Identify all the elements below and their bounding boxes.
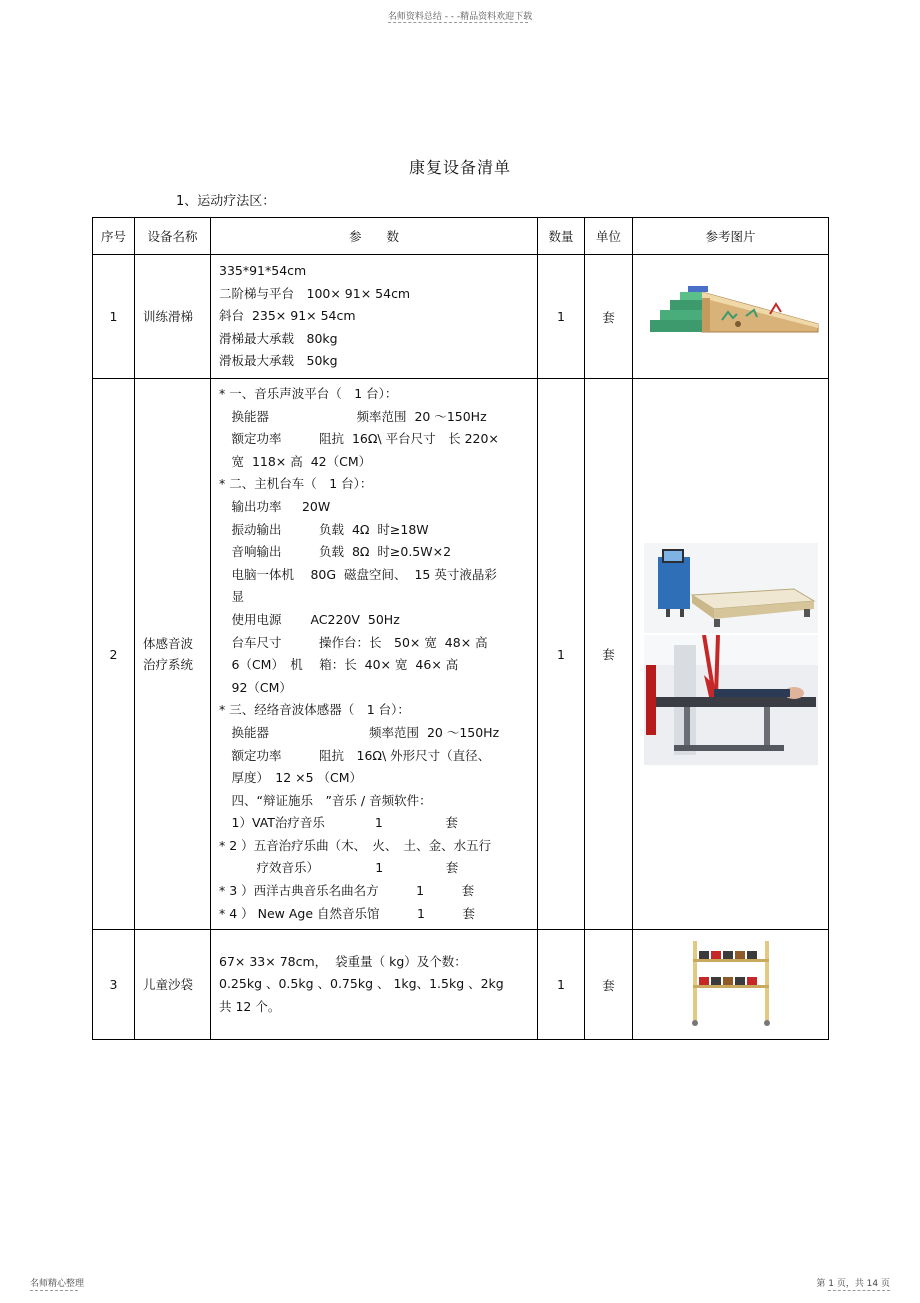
param-line: 振动输出 负载 4Ω 时≥18W [219, 521, 429, 537]
row-name-line: 治疗系统 [143, 657, 194, 673]
row-qty: 1 [538, 930, 585, 1040]
row-name-line: 训练滑梯 [143, 309, 194, 324]
param-line: 台车尺寸 操作台：长 50× 宽 48× 高 [219, 634, 488, 650]
param-line: 音响输出 负载 8Ω 时≥0.5W×2 [219, 544, 452, 560]
row-qty: 1 [538, 255, 585, 379]
param-line: 335*91*54cm [219, 263, 307, 279]
row-image-cell [633, 930, 829, 1040]
row-name [135, 930, 211, 1040]
row-params [211, 930, 538, 1040]
footer-page-number: 第 1 页，共 14 页 [816, 1279, 890, 1289]
param-list [219, 951, 537, 1019]
param-list [219, 260, 537, 373]
param-line: * 一、音乐声波平台（ 1 台）： [219, 386, 398, 401]
param-line: 厚度） 12 ×5 （CM） [219, 770, 363, 786]
param-line: 共 12 个。 [219, 999, 281, 1015]
row-params [211, 379, 538, 930]
param-line: 0.25kg 、0.5kg 、0.75kg 、 1kg、1.5kg 、2kg [219, 976, 504, 992]
row-qty: 1 [538, 379, 585, 930]
header-unit: 单位 [585, 218, 633, 255]
param-line: 宽 118× 高 42（CM） [219, 453, 372, 469]
section-heading: 1、运动疗法区： [176, 194, 276, 209]
footer-divider-left [30, 1290, 78, 1291]
equipment-table [92, 217, 829, 1040]
param-line: 疗效音乐） 1 套 [219, 860, 459, 876]
header-qty: 数量 [538, 218, 585, 255]
header-divider [388, 22, 528, 23]
header-name: 设备名称 [135, 218, 211, 255]
row-no: 3 [93, 930, 135, 1040]
row-name-line: 儿童沙袋 [143, 977, 194, 993]
param-line: 滑板最大承载 50kg [219, 353, 338, 369]
row-name-line: 体感音波 [143, 636, 194, 652]
page-header-note: 名师资料总结 - - -精品资料欢迎下载 [387, 12, 533, 22]
param-line: 67× 33× 78cm， 袋重量（ kg）及个数： [219, 953, 467, 969]
table-row [93, 930, 829, 1040]
param-line: 92（CM） [219, 679, 292, 695]
header-params: 参 数 [211, 218, 538, 255]
row-no: 1 [93, 255, 135, 379]
training-slide-image [642, 280, 820, 350]
row-image-cell [633, 379, 829, 930]
param-line: * 2 ）五音治疗乐曲（木、 火、 土、金、水五行 [219, 837, 492, 853]
row-params [211, 255, 538, 379]
treatment-bed-image [644, 635, 818, 765]
row-no: 2 [93, 379, 135, 930]
row-name [135, 255, 211, 379]
param-line: 电脑一体机 80G 磁盘空间、 15 英寸液晶彩 [219, 566, 497, 582]
param-line: 换能器 频率范围 20 ～150Hz [219, 724, 500, 740]
row-image-cell [633, 255, 829, 379]
param-list [219, 383, 537, 925]
header-no: 序号 [93, 218, 135, 255]
row-unit: 套 [585, 379, 633, 930]
row-unit: 套 [585, 255, 633, 379]
table-row [93, 255, 829, 379]
param-line: 额定功率 阻抗 16Ω\ 外形尺寸（直径、 [219, 747, 491, 763]
row-unit: 套 [585, 930, 633, 1040]
sound-wave-platform-image [644, 543, 818, 633]
param-line: 输出功率 20W [219, 498, 331, 514]
param-line: 使用电源 AC220V 50Hz [219, 611, 400, 627]
page-title: 康复设备清单 [408, 158, 511, 177]
param-line: * 二、主机台车（ 1 台）： [219, 476, 373, 492]
param-line: 1）VAT治疗音乐 1 套 [219, 815, 458, 831]
param-line: 显 [219, 589, 245, 605]
param-line: 6（CM） 机 箱：长 40× 宽 46× 高 [219, 657, 459, 673]
footer-left: 名师精心整理 [30, 1279, 85, 1289]
param-line: 滑梯最大承载 80kg [219, 330, 338, 346]
param-line: * 三、经络音波体感器（ 1 台）： [219, 702, 410, 718]
table-header-row [93, 218, 829, 255]
param-line: * 4 ） New Age 自然音乐馆 1 套 [219, 905, 475, 921]
footer-divider-right [828, 1290, 890, 1291]
row-name [135, 379, 211, 930]
param-line: 二阶梯与平台 100× 91× 54cm [219, 285, 411, 301]
param-line: 四、“辩证施乐 ”音乐 / 音频软件： [219, 792, 432, 808]
header-image: 参考图片 [633, 218, 829, 255]
param-line: 额定功率 阻抗 16Ω\ 平台尺寸 长 220× [219, 431, 499, 447]
param-line: 换能器 频率范围 20 ～150Hz [219, 408, 487, 424]
param-line: 斜台 235× 91× 54cm [219, 308, 356, 324]
table-row [93, 379, 829, 930]
param-line: * 3 ）西洋古典音乐名曲名方 1 套 [219, 883, 475, 899]
sandbag-rack-image [689, 937, 773, 1029]
